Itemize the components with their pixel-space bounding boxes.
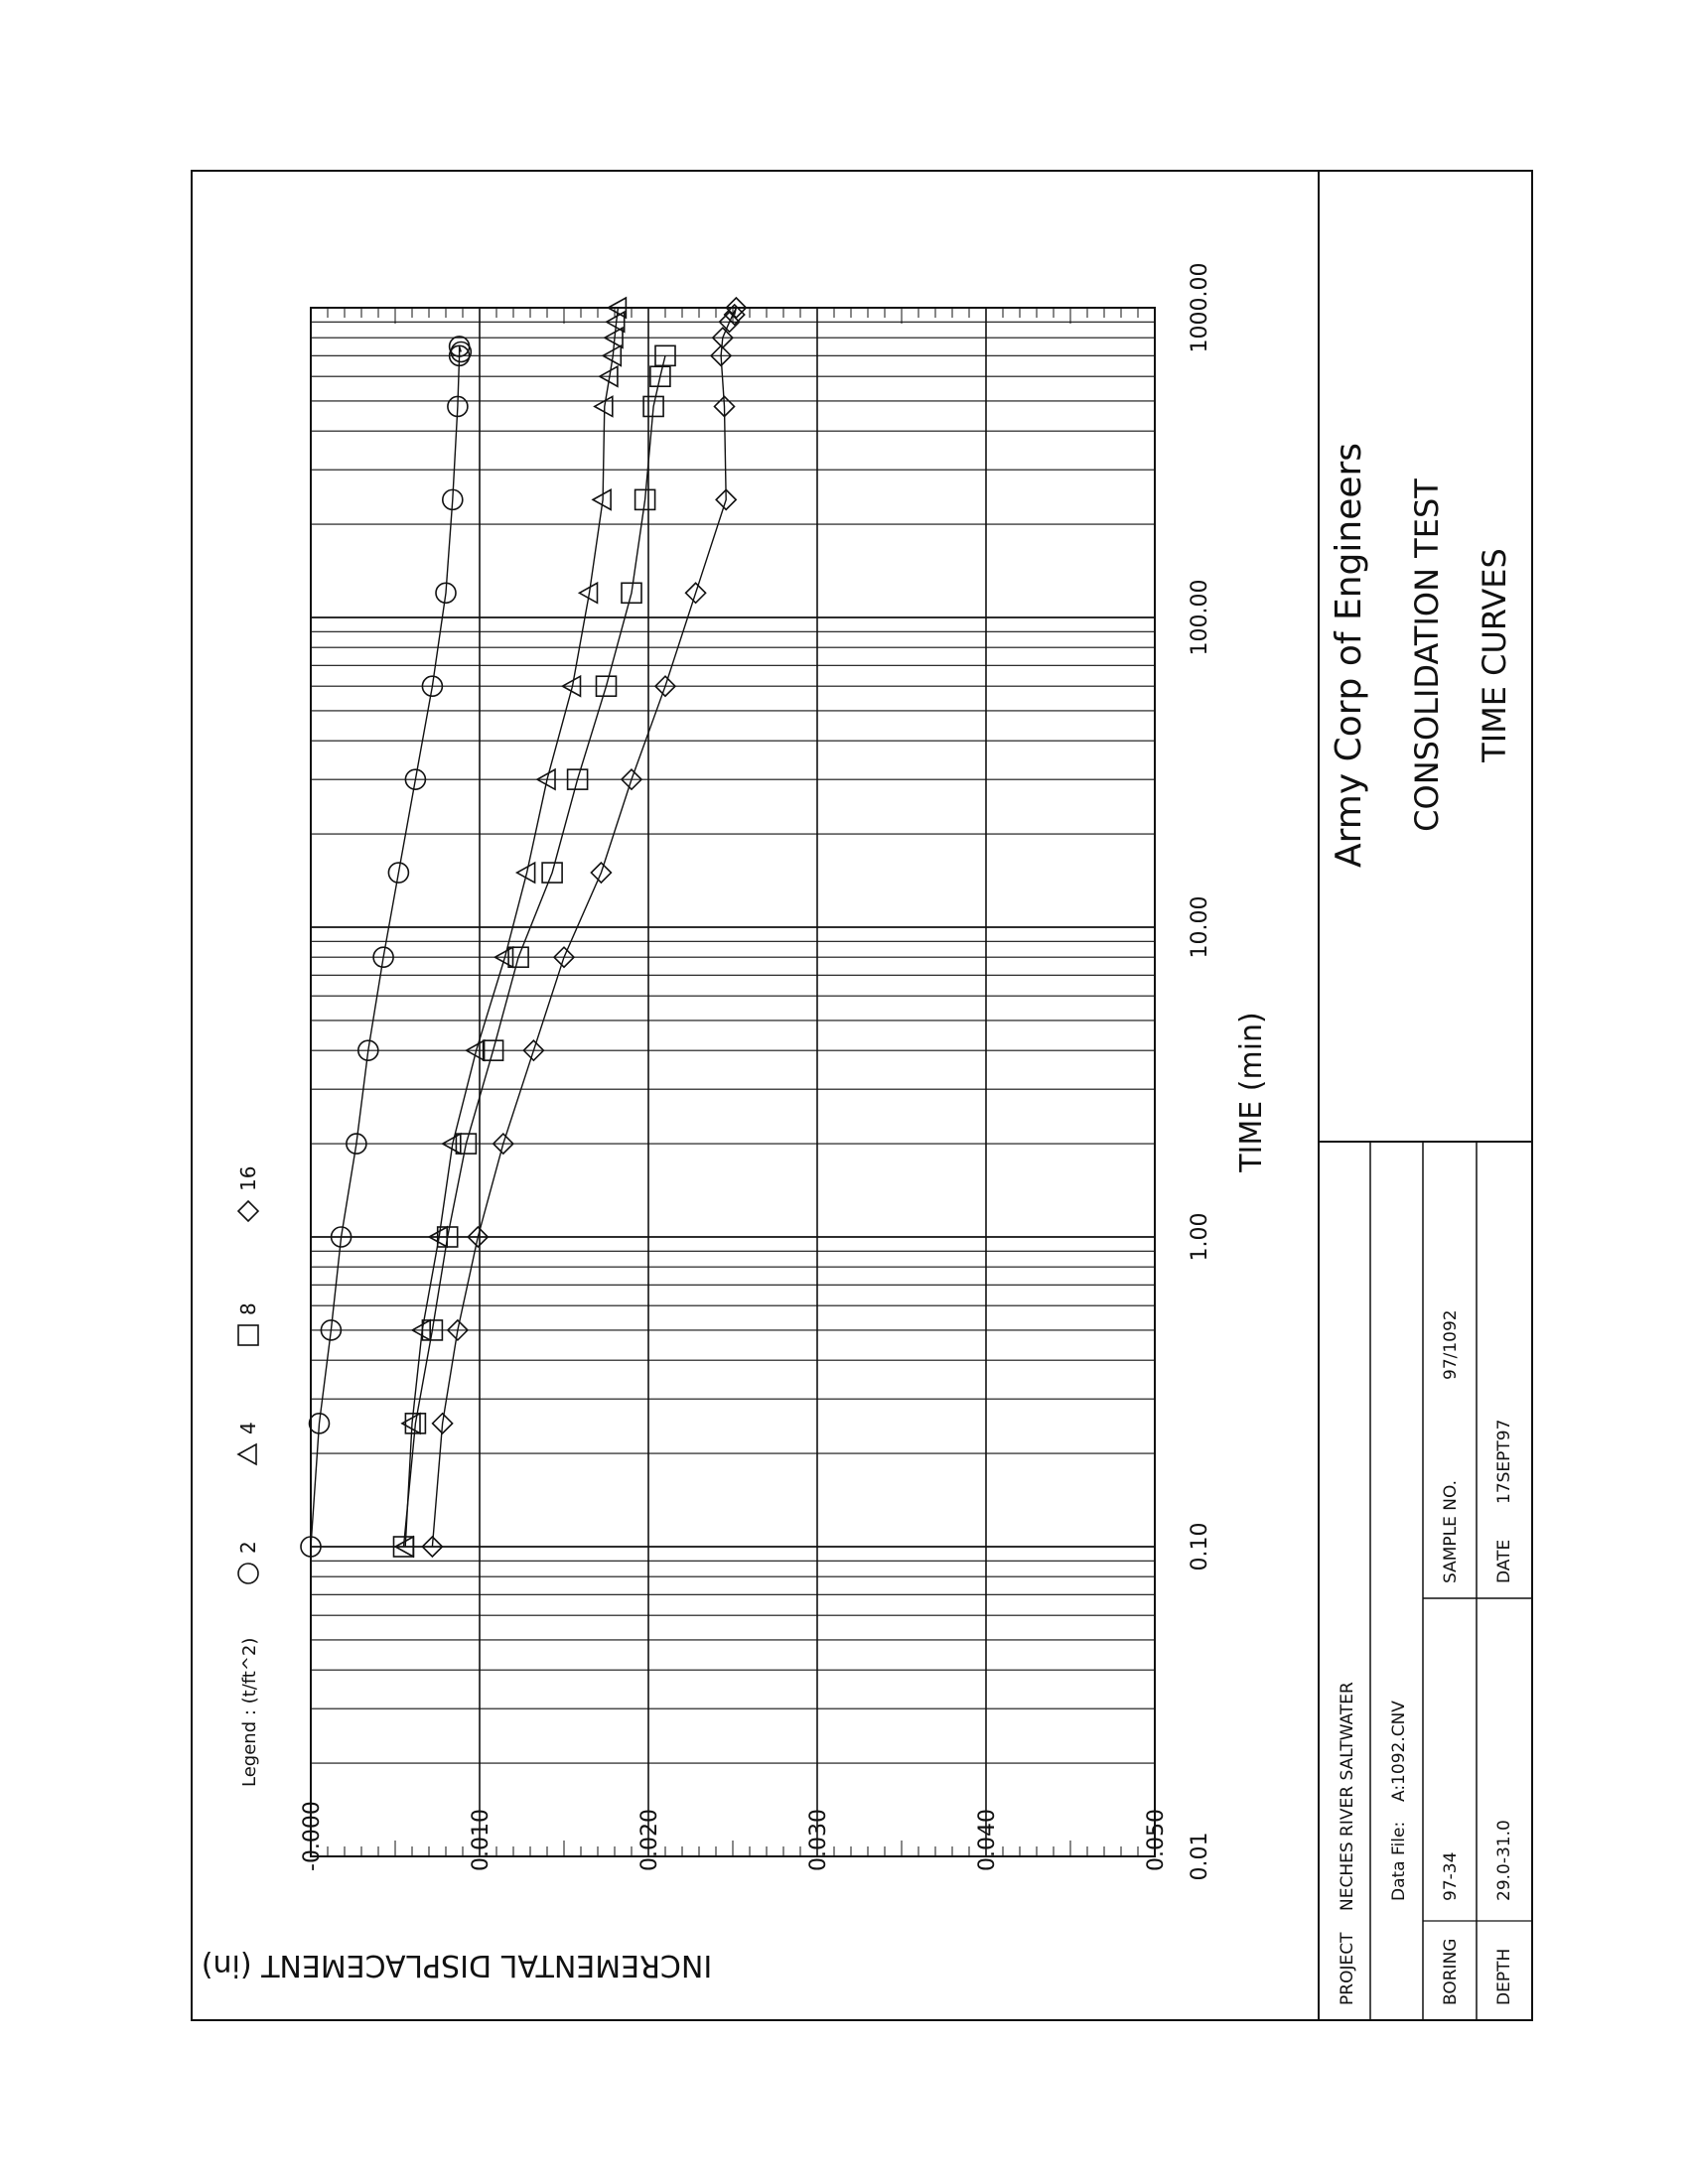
legend-symbol-square bbox=[238, 1325, 258, 1345]
project-label: PROJECT bbox=[1338, 1932, 1357, 2005]
legend-label: 2 bbox=[236, 1541, 260, 1554]
legend-label: 8 bbox=[236, 1302, 260, 1315]
y-tick-label: 0.020 bbox=[637, 1809, 662, 1871]
legend-label: 16 bbox=[236, 1165, 260, 1191]
boring-value: 97-34 bbox=[1441, 1851, 1461, 1901]
data-point-triangle bbox=[595, 396, 613, 416]
y-tick-label: 0.040 bbox=[975, 1809, 1000, 1871]
x-tick-label: 10.00 bbox=[1188, 895, 1212, 959]
x-tick-label: 1.00 bbox=[1188, 1212, 1212, 1262]
y-tick-label: 0.030 bbox=[806, 1809, 831, 1871]
legend-symbol-circle bbox=[238, 1564, 258, 1583]
x-tick-label: 0.01 bbox=[1188, 1832, 1212, 1881]
plot-area bbox=[301, 298, 1155, 1856]
datafile-label: Data File: bbox=[1389, 1821, 1409, 1901]
test-name: CONSOLIDATION TEST bbox=[1408, 478, 1446, 832]
legend-prefix: Legend : (t/ft^2) bbox=[239, 1637, 260, 1787]
date-value: 17SEPT97 bbox=[1494, 1419, 1514, 1504]
x-tick-label: 1000.00 bbox=[1188, 262, 1212, 353]
date-label: DATE bbox=[1494, 1539, 1514, 1583]
sample-value: 97/1092 bbox=[1441, 1309, 1461, 1380]
title-block bbox=[1319, 443, 1532, 2020]
x-tick-label: 0.10 bbox=[1188, 1522, 1212, 1571]
sample-label: SAMPLE NO. bbox=[1441, 1479, 1461, 1583]
x-axis-label: TIME (min) bbox=[1234, 1012, 1269, 1172]
legend-label: 4 bbox=[236, 1422, 260, 1434]
series-curve-8 bbox=[404, 355, 666, 1547]
y-axis-label: INCREMENTAL DISPLACEMENT (in) bbox=[201, 1948, 713, 1982]
y-tick-label: 0.050 bbox=[1144, 1809, 1169, 1871]
legend-symbol-triangle bbox=[238, 1444, 256, 1464]
data-point-triangle bbox=[517, 863, 535, 883]
y-tick-label: -0.000 bbox=[300, 1801, 325, 1871]
y-tick-label: 0.010 bbox=[469, 1809, 494, 1871]
series-curve-2 bbox=[311, 346, 461, 1547]
legend-symbol-diamond bbox=[238, 1201, 258, 1221]
plot-border bbox=[311, 308, 1155, 1856]
chart-subtitle: TIME CURVES bbox=[1476, 548, 1513, 762]
x-tick-label: 100.00 bbox=[1188, 579, 1212, 656]
chart-legend bbox=[236, 1166, 260, 1787]
depth-value: 29.0-31.0 bbox=[1494, 1820, 1514, 1901]
datafile-value: A:1092.CNV bbox=[1389, 1701, 1409, 1802]
project-value: NECHES RIVER SALTWATER bbox=[1338, 1682, 1357, 1911]
depth-label: DEPTH bbox=[1494, 1948, 1514, 2005]
boring-label: BORING bbox=[1441, 1938, 1461, 2005]
org-name: Army Corp of Engineers bbox=[1329, 442, 1369, 869]
